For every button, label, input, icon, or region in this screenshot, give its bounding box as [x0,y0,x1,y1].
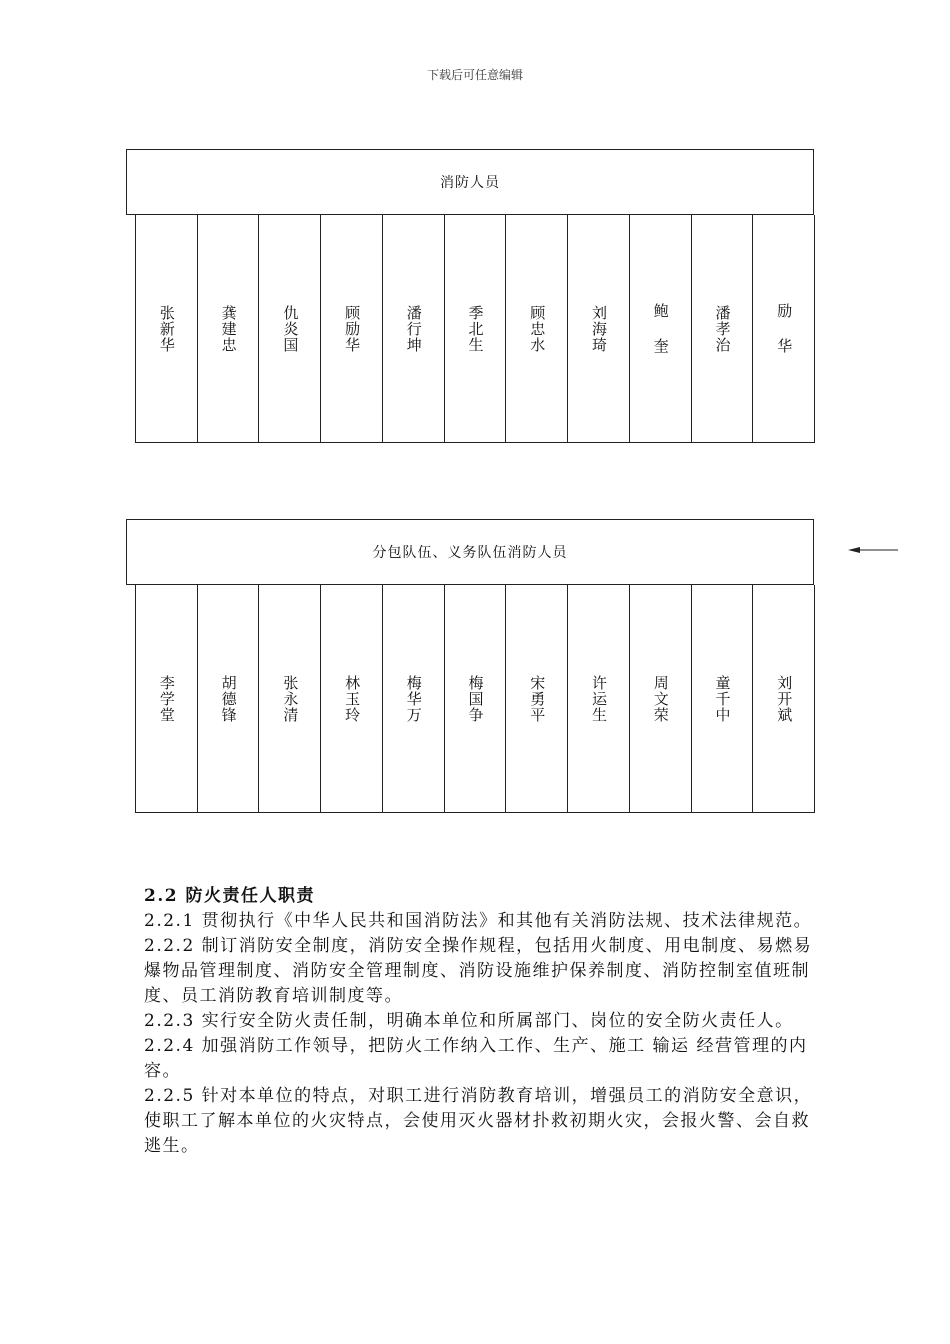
member-cell [382,215,444,442]
member-cell [136,215,197,442]
member-name: 梅国争 [466,674,485,723]
member-name: 潘行坤 [404,304,423,353]
member-name: 李学堂 [157,674,176,723]
member-name: 童千中 [713,674,732,723]
member-name: 刘海琦 [590,304,608,353]
org-chart-2-title-text: 分包队伍、义务队伍消防人员 [372,545,568,561]
section-body [144,884,824,1159]
org-chart-1-members [135,215,815,443]
member-name: 仇炎国 [281,304,300,353]
member-cell [505,215,567,442]
member-cell [691,585,753,812]
clause-paragraph: 2.2.4 加强消防工作领导，把防火工作纳入工作、生产、施工 输运 经营管理的内容。 [144,1036,808,1081]
member-name: 宋勇平 [528,674,547,723]
member-cell [752,215,814,442]
member-cell [752,585,814,812]
member-name: 顾忠水 [528,304,547,353]
member-name: 励 华 [775,303,794,354]
member-name: 龚建忠 [219,304,238,353]
org-chart-1-title-text: 消防人员 [440,175,500,191]
section-heading: 2.2 防火责任人职责 [144,886,315,906]
member-name: 顾励华 [343,304,362,353]
member-cell [320,585,382,812]
member-name: 梅华万 [404,674,423,723]
member-cell [320,215,382,442]
member-cell [691,215,753,442]
member-cell [567,215,629,442]
member-cell [382,585,444,812]
member-name: 刘开斌 [775,674,794,723]
org-chart-2-members [135,585,815,813]
org-chart-2-title [126,519,814,585]
member-cell [444,215,506,442]
member-name: 潘孝治 [713,304,732,353]
member-cell [629,585,691,812]
member-name: 胡德锋 [219,674,238,723]
clause-paragraph: 2.2.3 实行安全防火责任制，明确本单位和所属部门、岗位的安全防火责任人。 [144,1011,794,1031]
watermark: 下载后可任意编辑 [426,68,523,82]
member-name: 张永清 [281,674,300,723]
member-cell [197,215,259,442]
member-name: 季北生 [466,304,485,353]
member-cell [505,585,567,812]
member-cell [444,585,506,812]
clause-paragraph: 2.2.5 针对本单位的特点，对职工进行消防教育培训，增强员工的消防安全意识，使职工了解本单位的火灾特点，会使用灭火器材扑救初期火灾，会报火警、会自救逃生。 [144,1086,813,1156]
member-cell [258,585,320,812]
member-cell [258,215,320,442]
member-name: 周文荣 [651,674,670,723]
arrow-left-icon [848,544,898,556]
member-name: 鲍 奎 [651,303,670,354]
member-cell [197,585,259,812]
member-name: 许运生 [590,674,608,723]
member-cell [629,215,691,442]
member-name: 林玉玲 [343,674,362,723]
clause-paragraph: 2.2.2 制订消防安全制度，消防安全操作规程，包括用火制度、用电制度、易燃易爆物品管理制度、消防安全管理制度、消防设施维护保养制度、消防控制室值班制度、员工消防教育培训制度等。 [144,936,813,1006]
org-chart-1-title [126,149,814,215]
member-cell [567,585,629,812]
member-cell [136,585,197,812]
clause-paragraph: 2.2.1 贯彻执行《中华人民共和国消防法》和其他有关消防法规、技术法律规范。 [144,911,813,931]
member-name: 张新华 [157,304,176,353]
